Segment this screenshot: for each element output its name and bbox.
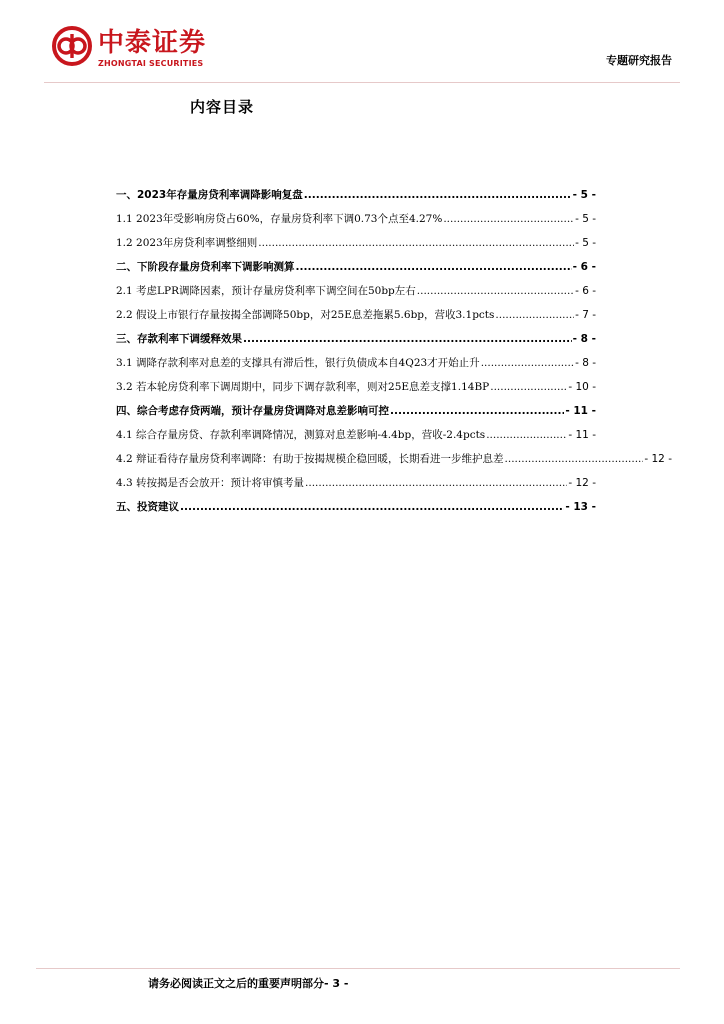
toc-leader-dots [417, 284, 574, 298]
toc-chapter-entry[interactable] [116, 490, 596, 514]
toc-leader-dots [304, 188, 572, 202]
toc-entry-page: - 8 - [575, 357, 596, 369]
toc-entry-title: 4.3 转按揭是否会放开：预计将审慎考量 [116, 477, 305, 489]
page-footer [148, 975, 348, 991]
toc-entry-page: - 12 - [644, 453, 672, 465]
logo-mark-icon [52, 26, 92, 66]
toc-leader-dots [305, 476, 567, 490]
toc-entry-page: - 5 - [575, 237, 596, 249]
toc-section-entry[interactable] [116, 418, 596, 442]
toc-entry-page: - 6 - [572, 261, 596, 273]
toc-leader-dots [243, 332, 572, 346]
toc-entry-title: 四、综合考虑存贷两端，预计存量房贷调降对息差影响可控 [116, 405, 389, 417]
page-header [0, 0, 724, 90]
toc-entry-title: 3.2 若本轮房贷利率下调周期中，同步下调存款利率，则对25E息差支撑1.14BP [116, 381, 490, 393]
toc-section-entry[interactable] [116, 442, 672, 466]
toc-entry-page: - 11 - [568, 429, 596, 441]
header-divider [44, 82, 680, 83]
company-logo [52, 26, 222, 76]
toc-entry-page: - 12 - [568, 477, 596, 489]
toc-title: 内容目录 [190, 98, 255, 116]
toc-entry-page: - 11 - [565, 405, 596, 417]
footer-divider [36, 968, 680, 969]
toc-leader-dots [490, 380, 567, 394]
toc-entry-title: 2.2 假设上市银行存量按揭全部调降50bp，对25E息差拖累5.6bp，营收3.1pcts [116, 309, 495, 321]
toc-chapter-entry[interactable] [116, 250, 596, 274]
toc-leader-dots [505, 452, 644, 466]
toc-entry-page: - 6 - [575, 285, 596, 297]
toc-entry-title: 1.2 2023年房贷利率调整细则 [116, 237, 258, 249]
logo-chinese-name: 中泰证券 [98, 28, 207, 58]
toc-entry-page: - 7 - [575, 309, 596, 321]
toc-entry-page: - 10 - [568, 381, 596, 393]
toc-entry-title: 五、投资建议 [116, 501, 179, 513]
toc-chapter-entry[interactable] [116, 178, 596, 202]
table-of-contents [116, 178, 672, 514]
page-number: - 3 - [324, 977, 349, 990]
toc-leader-dots [390, 404, 564, 418]
toc-leader-dots [180, 500, 564, 514]
toc-section-entry[interactable] [116, 298, 596, 322]
toc-leader-dots [258, 236, 574, 250]
report-type-label: 专题研究报告 [606, 54, 672, 67]
toc-section-entry[interactable] [116, 202, 596, 226]
toc-entry-title: 1.1 2023年受影响房贷占60%，存量房贷利率下调0.73个点至4.27% [116, 213, 443, 225]
toc-section-entry[interactable] [116, 226, 596, 250]
toc-entry-title: 2.1 考虑LPR调降因素，预计存量房贷利率下调空间在50bp左右 [116, 285, 416, 297]
toc-entry-title: 一、2023年存量房贷利率调降影响复盘 [116, 189, 303, 201]
logo-english-name: ZHONGTAI SECURITIES [98, 59, 204, 68]
toc-leader-dots [486, 428, 567, 442]
disclaimer-note: 请务必阅读正文之后的重要声明部分 [148, 977, 324, 990]
toc-entry-page: - 5 - [575, 213, 596, 225]
toc-entry-page: - 8 - [572, 333, 596, 345]
toc-entry-page: - 5 - [572, 189, 596, 201]
toc-entry-title: 4.1 综合存量房贷、存款利率调降情况，测算对息差影响-4.4bp，营收-2.4pcts [116, 429, 486, 441]
toc-entry-title: 3.1 调降存款利率对息差的支撑具有滞后性，银行负债成本自4Q23才开始止升 [116, 357, 480, 369]
toc-leader-dots [296, 260, 572, 274]
toc-section-entry[interactable] [116, 370, 596, 394]
toc-section-entry[interactable] [116, 466, 596, 490]
toc-entry-title: 三、存款利率下调缓释效果 [116, 333, 242, 345]
toc-chapter-entry[interactable] [116, 322, 596, 346]
toc-section-entry[interactable] [116, 346, 596, 370]
toc-entry-page: - 13 - [565, 501, 596, 513]
toc-section-entry[interactable] [116, 274, 596, 298]
toc-leader-dots [443, 212, 574, 226]
toc-leader-dots [495, 308, 574, 322]
toc-leader-dots [481, 356, 574, 370]
toc-entry-title: 二、下阶段存量房贷利率下调影响测算 [116, 261, 295, 273]
toc-entry-title: 4.2 辩证看待存量房贷利率调降：有助于按揭规模企稳回暖，长期看进一步维护息差 [116, 453, 504, 465]
toc-chapter-entry[interactable] [116, 394, 596, 418]
